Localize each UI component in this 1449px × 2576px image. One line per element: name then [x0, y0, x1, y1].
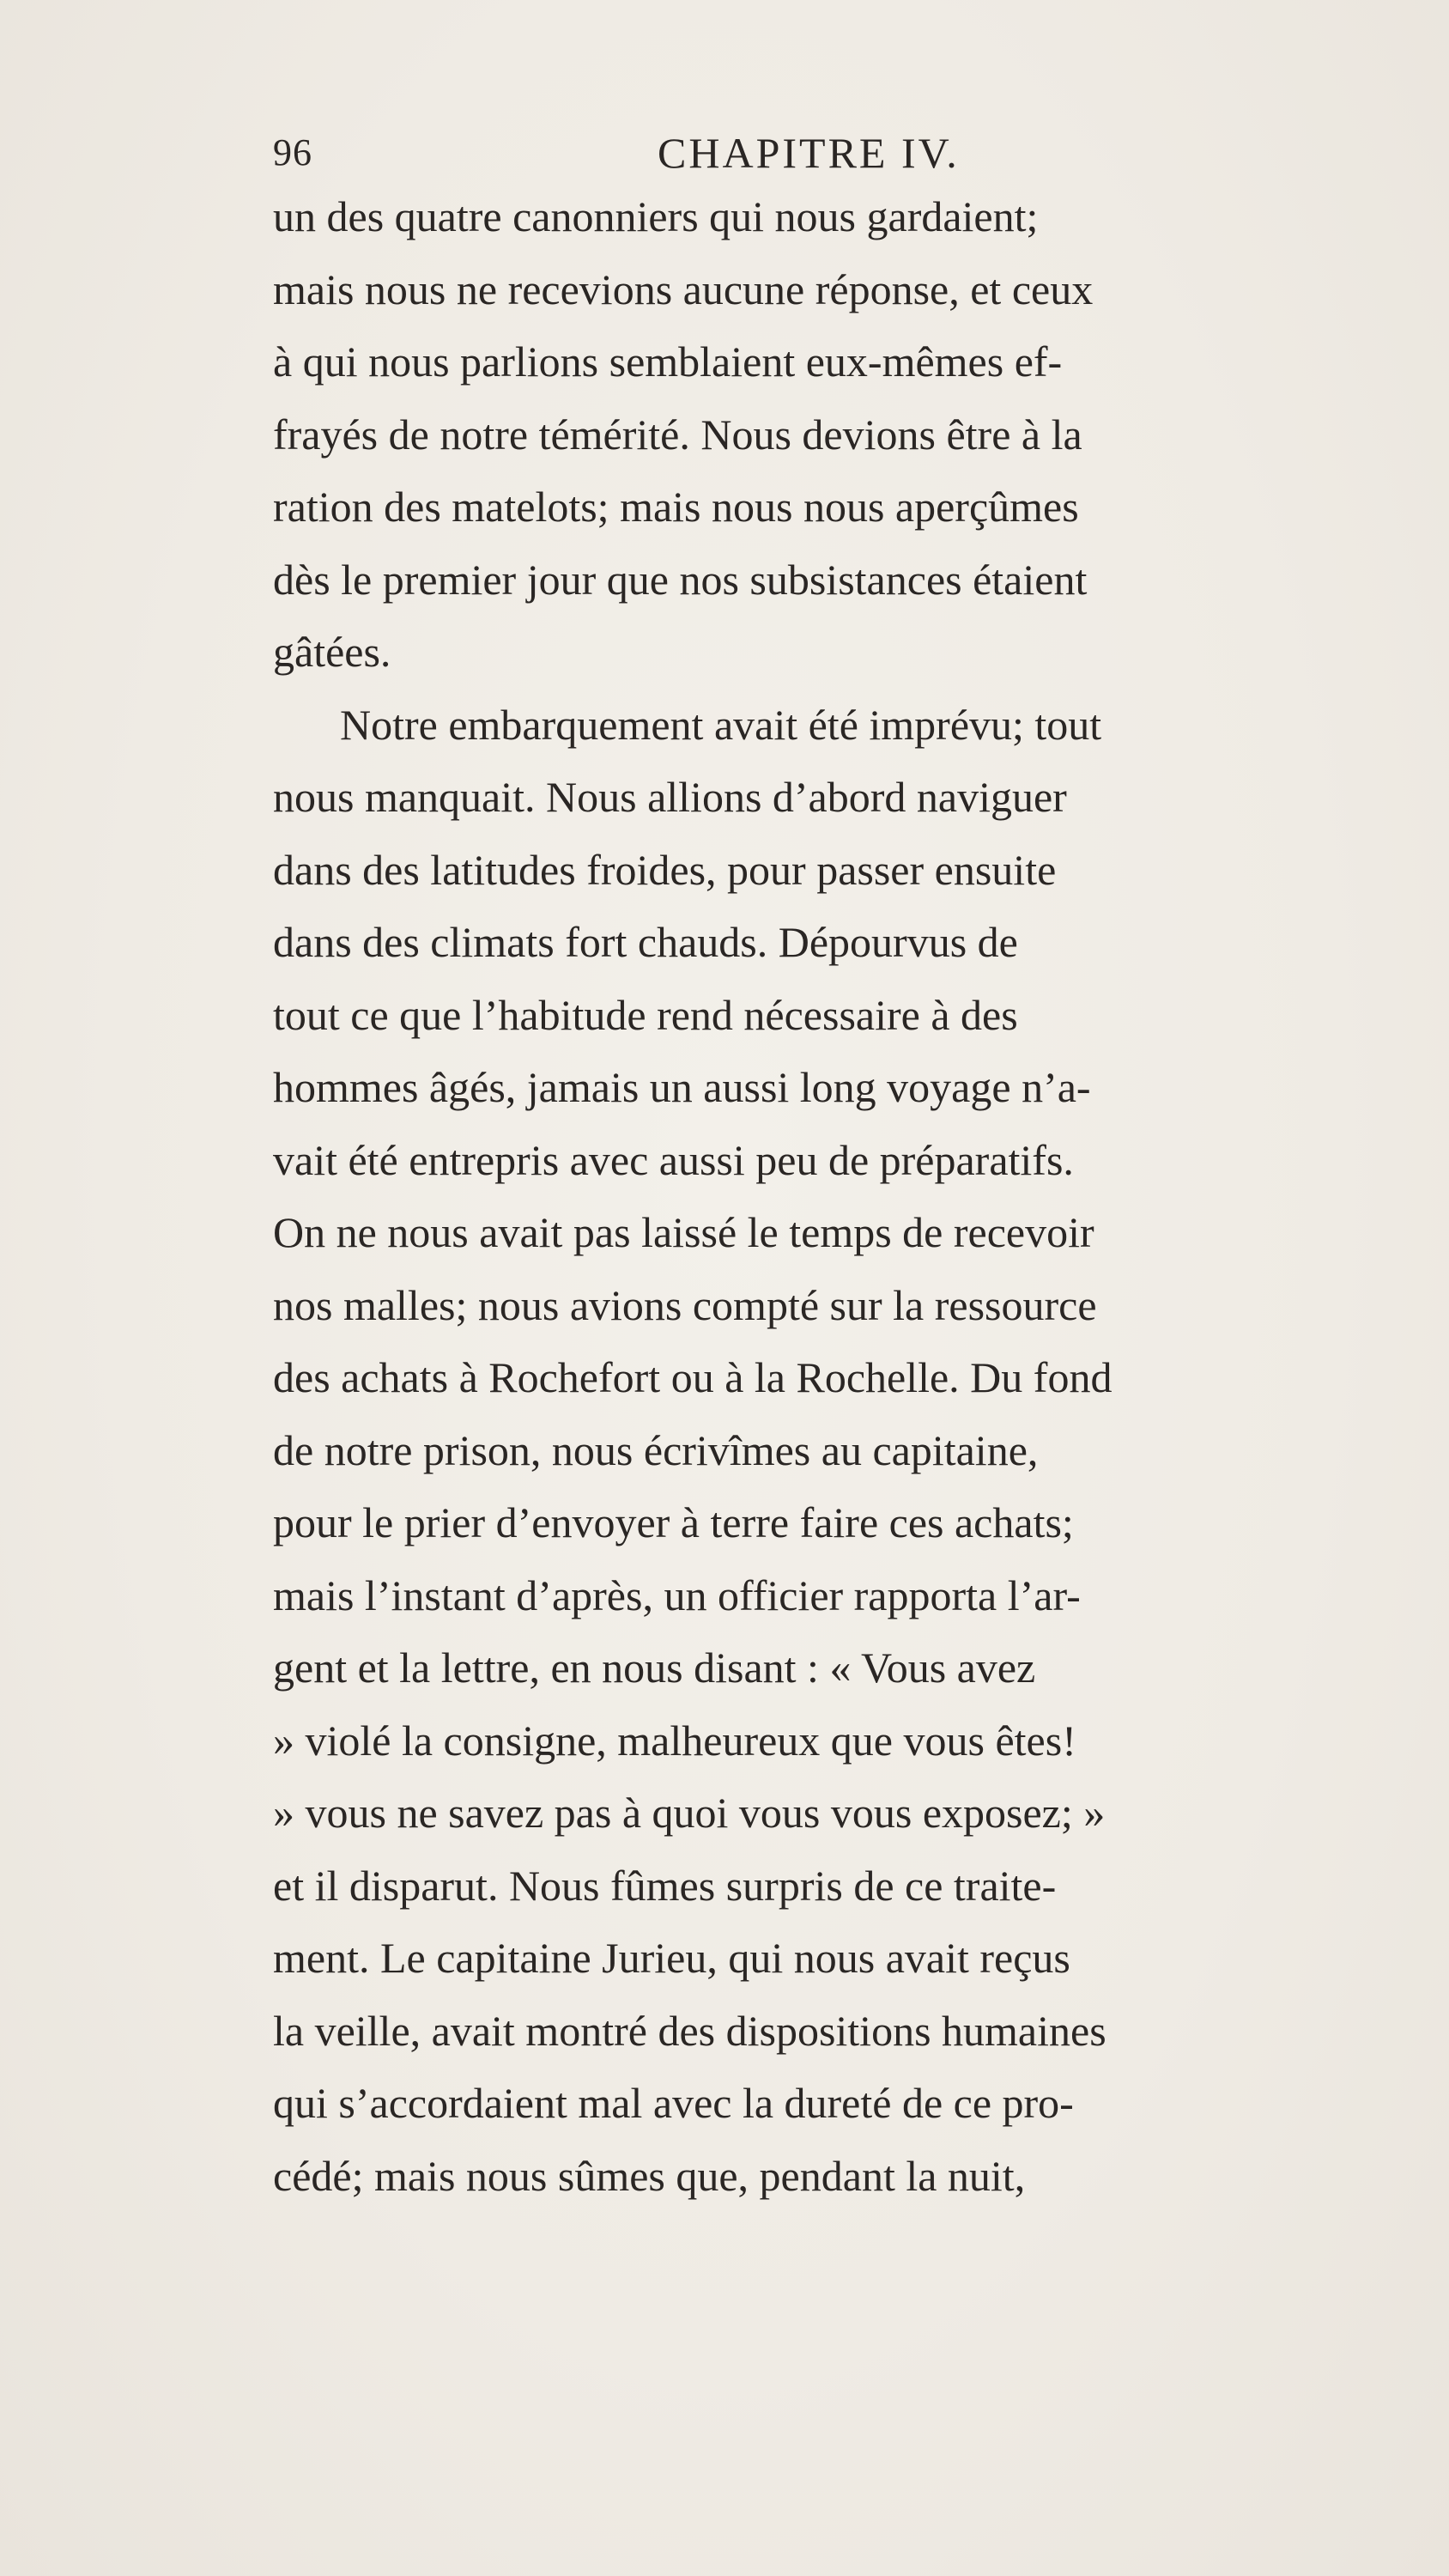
text-line: pour le prier d’envoyer à terre faire ces achats;: [273, 1498, 1074, 1546]
text-line: gent et la lettre, en nous disant : « Vous avez: [273, 1643, 1036, 1692]
text-line: » vous ne savez pas à quoi vous vous exposez; »: [273, 1789, 1106, 1837]
text-line: ration des matelots; mais nous nous aperçûmes: [273, 483, 1079, 531]
text-line: un des quatre canonniers qui nous gardaient;: [273, 192, 1039, 240]
page-number: 96: [273, 131, 312, 173]
text-line: la veille, avait montré des dispositions humaines: [273, 2006, 1106, 2055]
text-line: et il disparut. Nous fûmes surpris de ce traite-: [273, 1861, 1057, 1910]
text-line: dans des latitudes froides, pour passer ensuite: [273, 845, 1057, 894]
text-line: ment. Le capitaine Jurieu, qui nous avait reçus: [273, 1934, 1070, 1982]
text-line: de notre prison, nous écrivîmes au capitaine,: [273, 1425, 1039, 1474]
text-line: mais nous ne recevions aucune réponse, et ceux: [273, 264, 1094, 313]
text-line: dans des climats fort chauds. Dépourvus de: [273, 918, 1018, 966]
text-line: vait été entrepris avec aussi peu de préparatifs.: [273, 1135, 1074, 1184]
text-line: cédé; mais nous sûmes que, pendant la nuit,: [273, 2151, 1026, 2200]
text-line: tout ce que l’habitude rend nécessaire à des: [273, 990, 1018, 1039]
text-line: » violé la consigne, malheureux que vous êtes!: [273, 1716, 1076, 1765]
body-text: [273, 180, 1376, 2212]
text-line: nous manquait. Nous allions d’abord naviguer: [273, 773, 1067, 821]
text-line: nos malles; nous avions compté sur la ressource: [273, 1280, 1097, 1329]
text-line: à qui nous parlions semblaient eux-mêmes ef-: [273, 337, 1063, 386]
text-line: mais l’instant d’après, un officier rapporta l’ar-: [273, 1571, 1081, 1619]
text-line: qui s’accordaient mal avec la dureté de ce pro-: [273, 2079, 1074, 2127]
text-line: frayés de notre témérité. Nous devions être à la: [273, 410, 1082, 459]
running-head: CHAPITRE IV.: [658, 129, 960, 177]
page-header: [273, 127, 1376, 187]
text-line: On ne nous avait pas laissé le temps de recevoir: [273, 1208, 1094, 1256]
text-line: hommes âgés, jamais un aussi long voyage n’a-: [273, 1063, 1091, 1111]
text-line: Notre embarquement avait été imprévu; tout: [340, 700, 1102, 749]
text-line: des achats à Rochefort ou à la Rochelle. Du fond: [273, 1353, 1113, 1401]
text-line: gâtées.: [273, 628, 391, 676]
text-line: dès le premier jour que nos subsistances étaient: [273, 555, 1088, 604]
